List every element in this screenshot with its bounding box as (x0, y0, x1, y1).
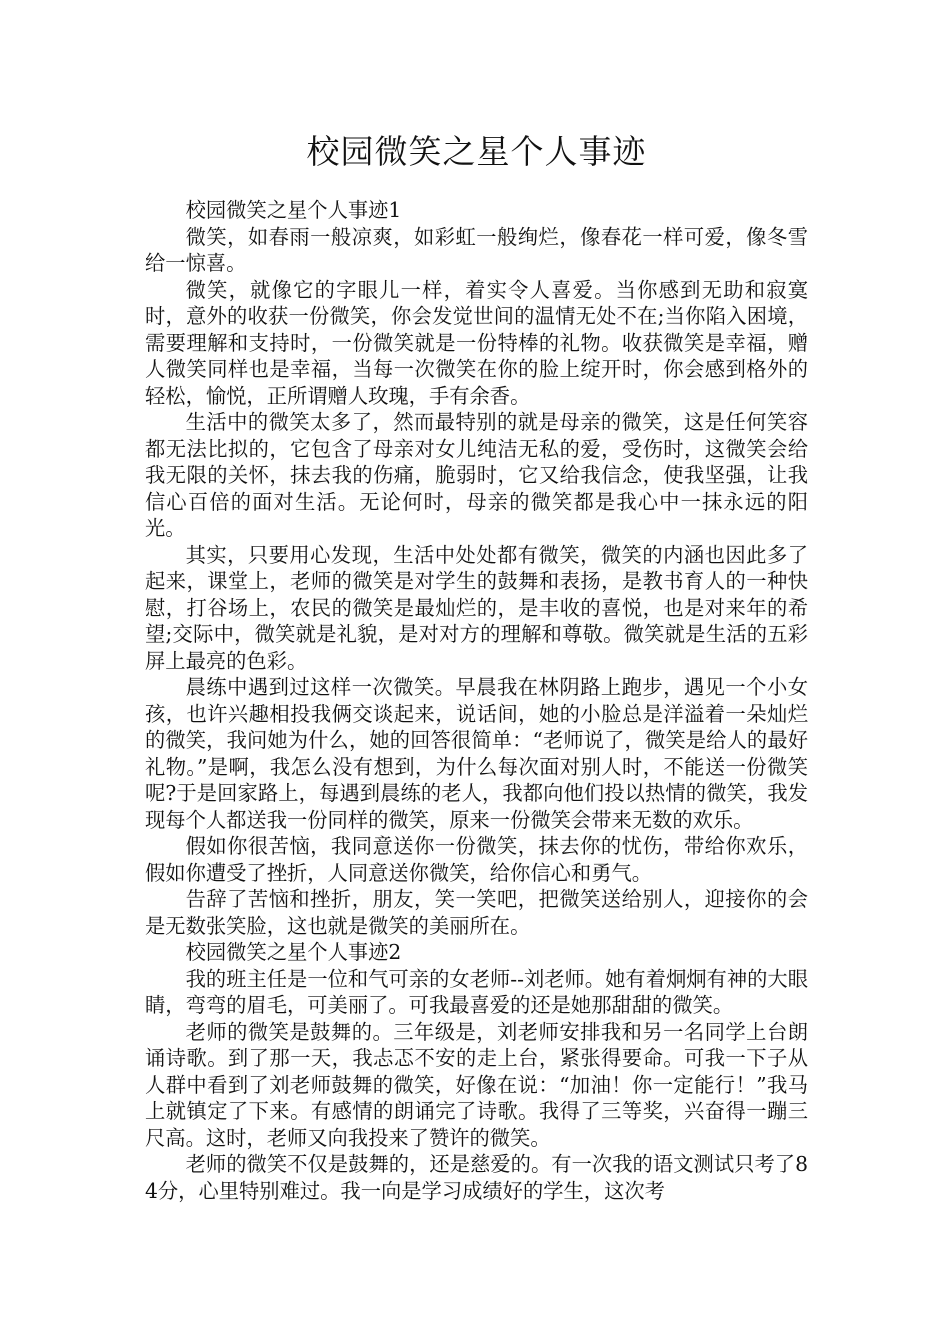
paragraph: 微笑，就像它的字眼儿一样，着实令人喜爱。当你感到无助和寂寞时，意外的收获一份微笑，你会发觉世间的温情无处不在;当你陷入困境，需要理解和支持时，一份微笑就是一份特棒的礼物。收获微笑是幸福，赠人微笑同样也是幸福，当每一次微笑在你的脸上绽开时，你会感到格外的轻松，愉悦，正所谓赠人玫瑰，手有余香。 (145, 277, 808, 408)
document-page (145, 0, 808, 1344)
document-body (145, 197, 808, 1204)
paragraph: 老师的微笑不仅是鼓舞的，还是慈爱的。有一次我的语文测试只考了84分，心里特别难过。我一向是学习成绩好的学生，这次考 (145, 1152, 808, 1203)
paragraph: 晨练中遇到过这样一次微笑。早晨我在林阴路上跑步，遇见一个小女孩，也许兴趣相投我俩交谈起来，说话间，她的小脸总是洋溢着一朵灿烂的微笑，我问她为什么，她的回答很简单：“老师说了，微笑是给人的最好礼物。”是啊，我怎么没有想到，为什么每次面对别人时，不能送一份微笑呢?于是回家路上，每遇到晨练的老人，我都向他们投以热情的微笑，我发现每个人都送我一份同样的微笑，原来一份微笑会带来无数的欢乐。 (145, 675, 808, 832)
document-title: 校园微笑之星个人事迹 (306, 132, 647, 171)
paragraph: 微笑，如春雨一般凉爽，如彩虹一般绚烂，像春花一样可爱，像冬雪给一惊喜。 (145, 224, 808, 275)
section-heading-1: 校园微笑之星个人事迹1 (185, 198, 402, 222)
paragraph: 假如你很苦恼，我同意送你一份微笑，抹去你的忧伤，带给你欢乐，假如你遭受了挫折，人同意送你微笑，给你信心和勇气。 (145, 834, 808, 885)
paragraph: 其实，只要用心发现，生活中处处都有微笑，微笑的内涵也因此多了起来，课堂上，老师的微笑是对学生的鼓舞和表扬，是教书育人的一种快慰，打谷场上，农民的微笑是最灿烂的，是丰收的喜悦，也是对来年的希望;交际中，微笑就是礼貌，是对对方的理解和尊敬。微笑就是生活的五彩屏上最亮的色彩。 (145, 542, 808, 673)
paragraph: 我的班主任是一位和气可亲的女老师--刘老师。她有着炯炯有神的大眼睛，弯弯的眉毛，可美丽了。可我最喜爱的还是她那甜甜的微笑。 (145, 966, 808, 1017)
paragraph: 生活中的微笑太多了，然而最特别的就是母亲的微笑，这是任何笑容都无法比拟的，它包含了母亲对女儿纯洁无私的爱，受伤时，这微笑会给我无限的关怀，抹去我的伤痛，脆弱时，它又给我信念，使我坚强，让我信心百倍的面对生活。无论何时，母亲的微笑都是我心中一抹永远的阳光。 (145, 410, 808, 540)
paragraph: 告辞了苦恼和挫折，朋友，笑一笑吧，把微笑送给别人，迎接你的会是无数张笑脸，这也就是微笑的美丽所在。 (145, 887, 808, 938)
section-heading-2: 校园微笑之星个人事迹2 (185, 940, 402, 964)
paragraph: 老师的微笑是鼓舞的。三年级是，刘老师安排我和另一名同学上台朗诵诗歌。到了那一天，我忐忑不安的走上台，紧张得要命。可我一下子从人群中看到了刘老师鼓舞的微笑，好像在说：“加油！你一定能行！”我马上就镇定了下来。有感情的朗诵完了诗歌。我得了三等奖，兴奋得一蹦三尺高。这时，老师又向我投来了赞许的微笑。 (145, 1019, 808, 1150)
